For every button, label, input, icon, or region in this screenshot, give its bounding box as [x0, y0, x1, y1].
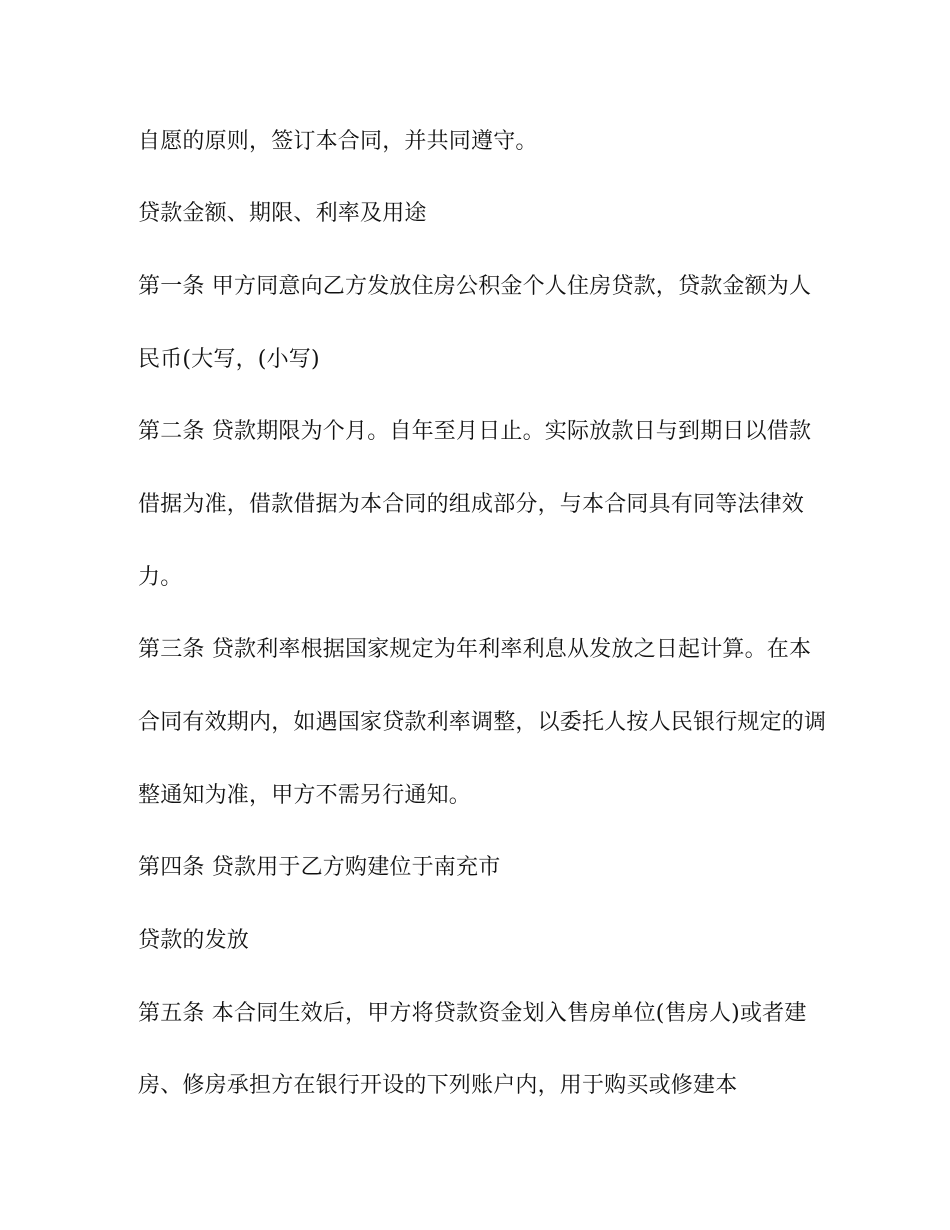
text-line: 整通知为准，甲方不需另行通知。: [138, 783, 472, 808]
article-3-text: 第三条 贷款利率根据国家规定为年利率利息从发放之日起计算。在本: [138, 637, 812, 662]
text-line: 借据为准，借款借据为本合同的组成部分，与本合同具有同等法律效: [138, 492, 805, 517]
text-line: 民币(大写，(小写): [138, 347, 320, 372]
text-line: 力。: [138, 565, 183, 590]
section-heading-disbursement: 贷款的发放: [138, 928, 250, 953]
text-line: 房、修房承担方在银行开设的下列账户内，用于购买或修建本: [138, 1073, 738, 1098]
text-line: 合同有效期内，如遇国家贷款利率调整，以委托人按人民银行规定的调: [138, 710, 827, 735]
article-5-text: 第五条 本合同生效后，甲方将贷款资金划入售房单位(售房人)或者建: [138, 1001, 807, 1026]
article-2-text: 第二条 贷款期限为个月。自年至月日止。实际放款日与到期日以借款: [138, 419, 812, 444]
article-1-text: 第一条 甲方同意向乙方发放住房公积金个人住房贷款，贷款金额为人: [138, 274, 812, 299]
text-line: 自愿的原则，签订本合同，并共同遵守。: [138, 129, 538, 154]
article-4-text: 第四条 贷款用于乙方购建位于南充市: [138, 855, 501, 880]
section-heading-loan-terms: 贷款金额、期限、利率及用途: [138, 201, 427, 226]
